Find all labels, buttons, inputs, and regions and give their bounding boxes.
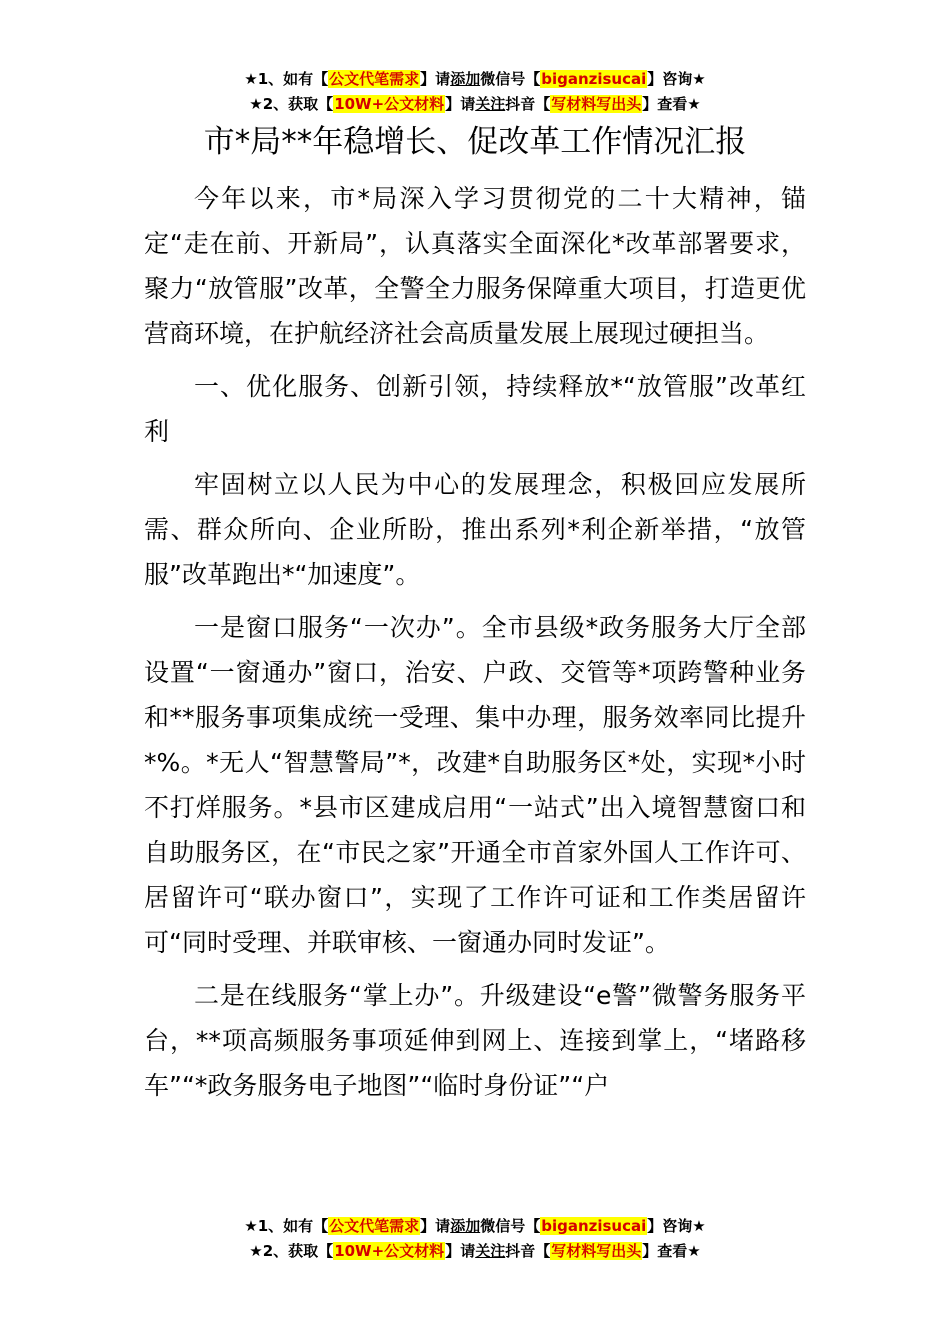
section-heading-1: 一、优化服务、创新引领，持续释放*“放管服”改革红利 — [144, 372, 806, 446]
promo-banner-bottom — [0, 1214, 950, 1264]
douyin-id-highlight: 写材料写出头 — [551, 95, 642, 113]
promo-text: ★2、获取【 — [249, 95, 334, 113]
promo-highlight: 公文代笔需求 — [329, 70, 420, 88]
promo-text: 】咨询★ — [647, 1217, 706, 1235]
promo-text: 】请 — [445, 95, 476, 113]
promo-banner-top — [0, 67, 950, 117]
douyin-id-highlight: 写材料写出头 — [551, 1242, 642, 1260]
promo-underlined-text: 关注 — [475, 1242, 506, 1260]
promo-text: 微信号【 — [480, 70, 541, 88]
promo-text: 抖音【 — [505, 1242, 551, 1260]
promo-text: 】请 — [420, 1217, 451, 1235]
paragraph-intro: 今年以来，市*局深入学习贯彻党的二十大精神，锚定“走在前、开新局”，认真落实全面深化*改革部署要求，聚力“放管服”改革，全警全力服务保障重大项目，打造更优营商环境，在护航经济社会高质量发展上展现过硬担当。 — [144, 184, 806, 348]
promo-text: 】请 — [420, 70, 451, 88]
wechat-id-highlight: biganzisucai — [541, 70, 647, 88]
promo-underlined-text: 添加 — [450, 70, 481, 88]
promo-highlight: 公文代笔需求 — [329, 1217, 420, 1235]
paragraph: 一是窗口服务“一次办”。全市县级*政务服务大厅全部设置“一窗通办”窗口，治安、户政、交管等*项跨警种业务和**服务事项集成统一受理、集中办理，服务效率同比提升*%。*无人“智慧警局”*，改建*自助服务区*处，实现*小时不打烊服务。*县市区建成启用“一站式”出入境智慧窗口和自助服务区，在“市民之家”开通全市首家外国人工作许可、居留许可“联办窗口”，实现了工作许可证和工作类居留许可“同时受理、并联审核、一窗通办同时发证”。 — [144, 613, 806, 957]
promo-underlined-text: 添加 — [450, 1217, 481, 1235]
promo-text: ★2、获取【 — [249, 1242, 334, 1260]
paragraph: 牢固树立以人民为中心的发展理念，积极回应发展所需、群众所向、企业所盼，推出系列*利企新举措，“放管服”改革跑出*“加速度”。 — [144, 470, 806, 589]
promo-text: 】咨询★ — [647, 70, 706, 88]
promo-text: 】查看★ — [642, 95, 701, 113]
promo-text: ★1、如有【 — [244, 1217, 329, 1235]
promo-text: 】查看★ — [642, 1242, 701, 1260]
promo-underlined-text: 关注 — [475, 95, 506, 113]
promo-line-1 — [0, 67, 950, 92]
document-body — [144, 176, 806, 1116]
promo-text: 抖音【 — [505, 95, 551, 113]
promo-text: 微信号【 — [480, 1217, 541, 1235]
promo-text: 】请 — [445, 1242, 476, 1260]
promo-text: ★1、如有【 — [244, 70, 329, 88]
promo-line-2 — [0, 92, 950, 117]
promo-line-1 — [0, 1214, 950, 1239]
wechat-id-highlight: biganzisucai — [541, 1217, 647, 1235]
promo-highlight: 10W+公文材料 — [334, 95, 445, 113]
paragraph: 二是在线服务“掌上办”。升级建设“e警”微警务服务平台，**项高频服务事项延伸到网上、连接到掌上，“堵路移车”“*政务服务电子地图”“临时身份证”“户 — [144, 981, 806, 1100]
document-title: 市*局**年稳增长、促改革工作情况汇报 — [203, 124, 747, 160]
promo-highlight: 10W+公文材料 — [334, 1242, 445, 1260]
promo-line-2 — [0, 1239, 950, 1264]
